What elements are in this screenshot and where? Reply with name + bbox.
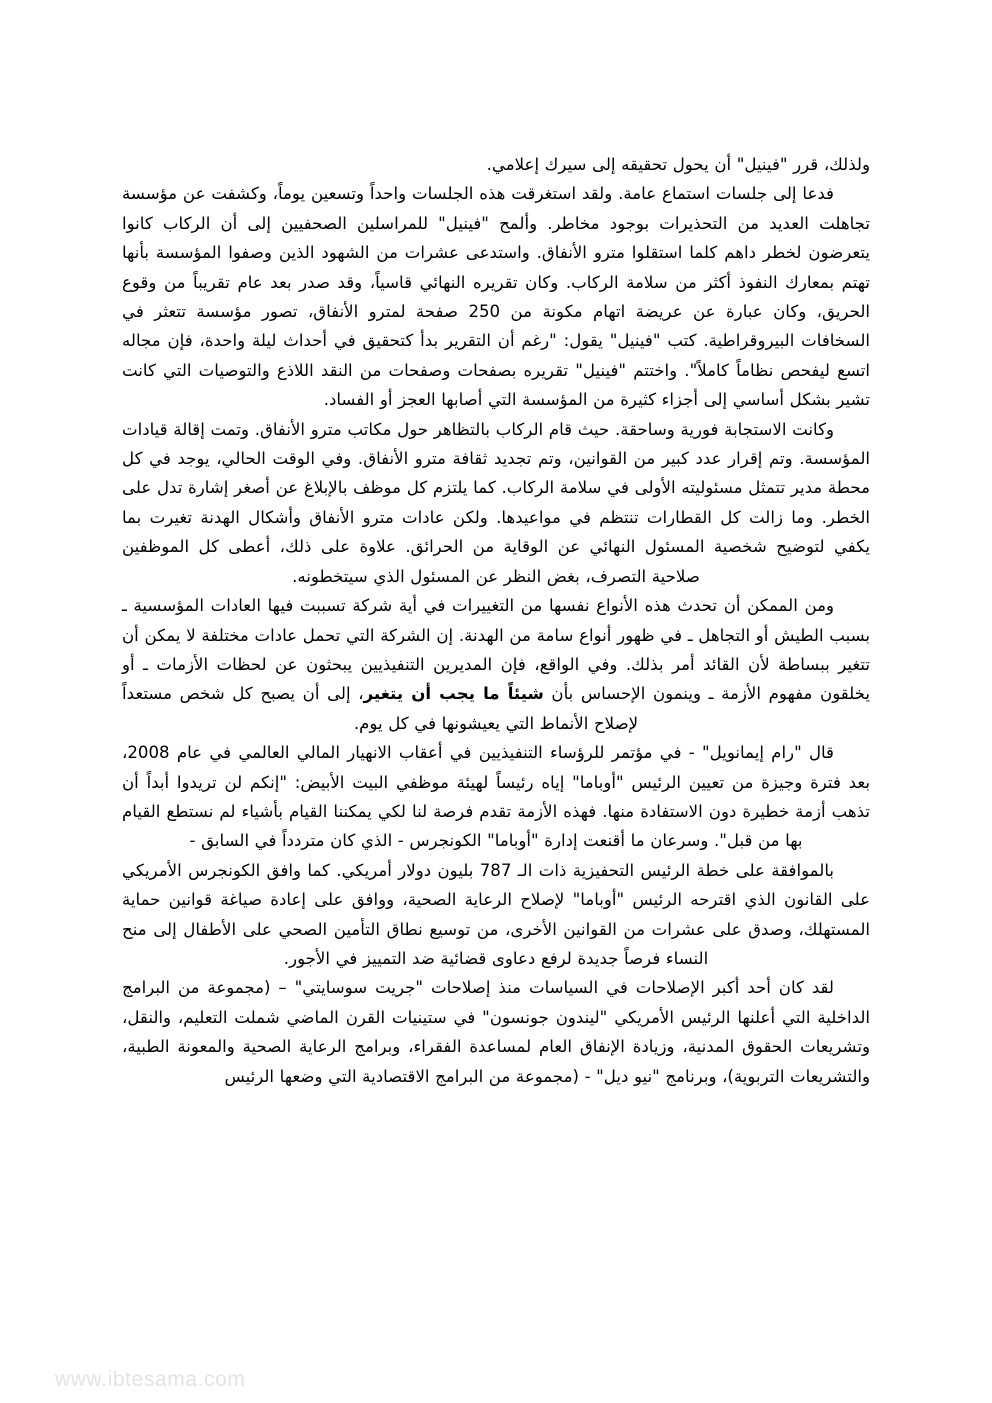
site-watermark: www.ibtesama.com [55, 1368, 246, 1391]
paragraph-1: ولذلك، قرر "فينيل" أن يحول تحقيقه إلى سيرك إعلامي. [486, 155, 870, 174]
paragraph-6: بالموافقة على خطة الرئيس التحفيزية ذات الـ 787 بليون دولار أمريكي. كما وافق الكونجرس الأمريكي على القانون الذي اقترحه الرئيس "أوباما" لإصلاح الرعاية الصحية، ووافق على إعادة صياغة قوانين حماية المستهلك، وصدق على عشرات من القوانين الأخرى، من توسيع نطاق التأمين الصحي على الأطفال إلى منح النساء فرصاً جديدة لرفع دعاوى قضائية ضد التمييز في الأجور. [122, 860, 870, 968]
paragraph-4 [122, 591, 870, 738]
paragraph-4-emphasis: شيئاً ما يجب أن يتغير [363, 684, 544, 704]
paragraph-7: لقد كان أحد أكبر الإصلاحات في السياسات منذ إصلاحات "جريت سوسايتي" – (مجموعة من البرامج الداخلية التي أعلنها الرئيس الأمريكي "ليندون جونسون" في ستينيات القرن الماضي شملت التعليم، والنقل، وتشريعات الحقوق المدنية، وزيادة الإنفاق العام لمساعدة الفقراء، وبرامج الرعاية الصحية والمعونة الطبية، والتشريعات التربوية)، وبرنامج "نيو ديل" - (مجموعة من البرامج الاقتصادية التي وضعها الرئيس [122, 978, 870, 1086]
paragraph-2: فدعا إلى جلسات استماع عامة. ولقد استغرقت هذه الجلسات واحداً وتسعين يوماً، وكشفت عن مؤسسة تجاهلت العديد من التحذيرات بوجود مخاطر. وألمح "فينيل" للمراسلين الصحفيين إلى أن الركاب كانوا يتعرضون لخطر داهم كلما استقلوا مترو الأنفاق. واستدعى عشرات من الشهود الذين وصفوا المؤسسة بأنها تهتم بمعارك النفوذ أكثر من سلامة الركاب. وكان تقريره النهائي قاسياً، وقد صدر بعد عام تقريباً من وقوع الحريق، وكان عبارة عن عريضة اتهام مكونة من 250 صفحة لمترو الأنفاق، تصور مؤسسة تتعثر في السخافات البيروقراطية. كتب "فينيل" يقول: "رغم أن التقرير بدأ كتحقيق في أحداث ليلة واحدة، فإن مجاله اتسع ليفحص نظاماً كاملاً". واختتم "فينيل" تقريره بصفحات وصفحات من النقد اللاذع والتوصيات التي كانت تشير بشكل أساسي إلى أجزاء كثيرة من المؤسسة التي أصابها العجز أو الفساد. [122, 184, 870, 410]
paragraph-5: قال "رام إيمانويل" - في مؤتمر للرؤساء التنفيذيين في أعقاب الانهيار المالي العالمي في عام 2008، بعد فترة وجيزة من تعيين الرئيس "أوباما" إياه رئيساً لهيئة موظفي البيت الأبيض: "إنكم لن تريدوا أبداً أن تذهب أزمة خطيرة دون الاستفادة منها. فهذه الأزمة تقدم فرصة لنا لكي يمكننا القيام بأشياء لم نستطع القيام بها من قبل". وسرعان ما أقنعت إدارة "أوباما" الكونجرس - الذي كان متردداً في السابق - [122, 743, 870, 851]
paragraph-3: وكانت الاستجابة فورية وساحقة. حيث قام الركاب بالتظاهر حول مكاتب مترو الأنفاق. وتمت إقالة قيادات المؤسسة. وتم إقرار عدد كبير من القوانين، وتم تجديد ثقافة مترو الأنفاق. وفي الوقت الحالي، يوجد في كل محطة مدير تتمثل مسئوليته الأولى في سلامة الركاب. كما يلتزم كل موظف بالإبلاغ عن أصغر إشارة تدل على الخطر. وما زالت كل القطارات تنتظم في مواعيدها. ولكن عادات مترو الأنفاق وأشكال الهدنة تغيرت بما يكفي لتوضيح شخصية المسئول النهائي عن الوقاية من الحرائق. علاوة على ذلك، أعطى كل الموظفين صلاحية التصرف، بغض النظر عن المسئول الذي سيتخطونه. [122, 419, 870, 586]
paragraph-4-text-before-bold: ومن الممكن أن تحدث هذه الأنواع نفسها من التغييرات في أية شركة تسببت فيها العادات المؤسسية ـ بسبب الطيش أو التجاهل ـ في ظهور أنواع سامة من الهدنة. إن الشركة التي تحمل عادات مختلفة لا يمكن أن تتغير ببساطة لأن القائد أمر بذلك. وفي الواقع، فإن المديرين التنفيذيين يبحثون عن لحظات الأزمات ـ أو يخلقون مفهوم الأزمة ـ وينمون الإحساس بأن [122, 596, 870, 704]
paragraph-4-text-after-bold: ، إلى أن يصبح كل شخص مستعداً لإصلاح الأنماط التي يعيشونها في كل يوم. [122, 684, 639, 733]
document-text-body [122, 150, 870, 1091]
